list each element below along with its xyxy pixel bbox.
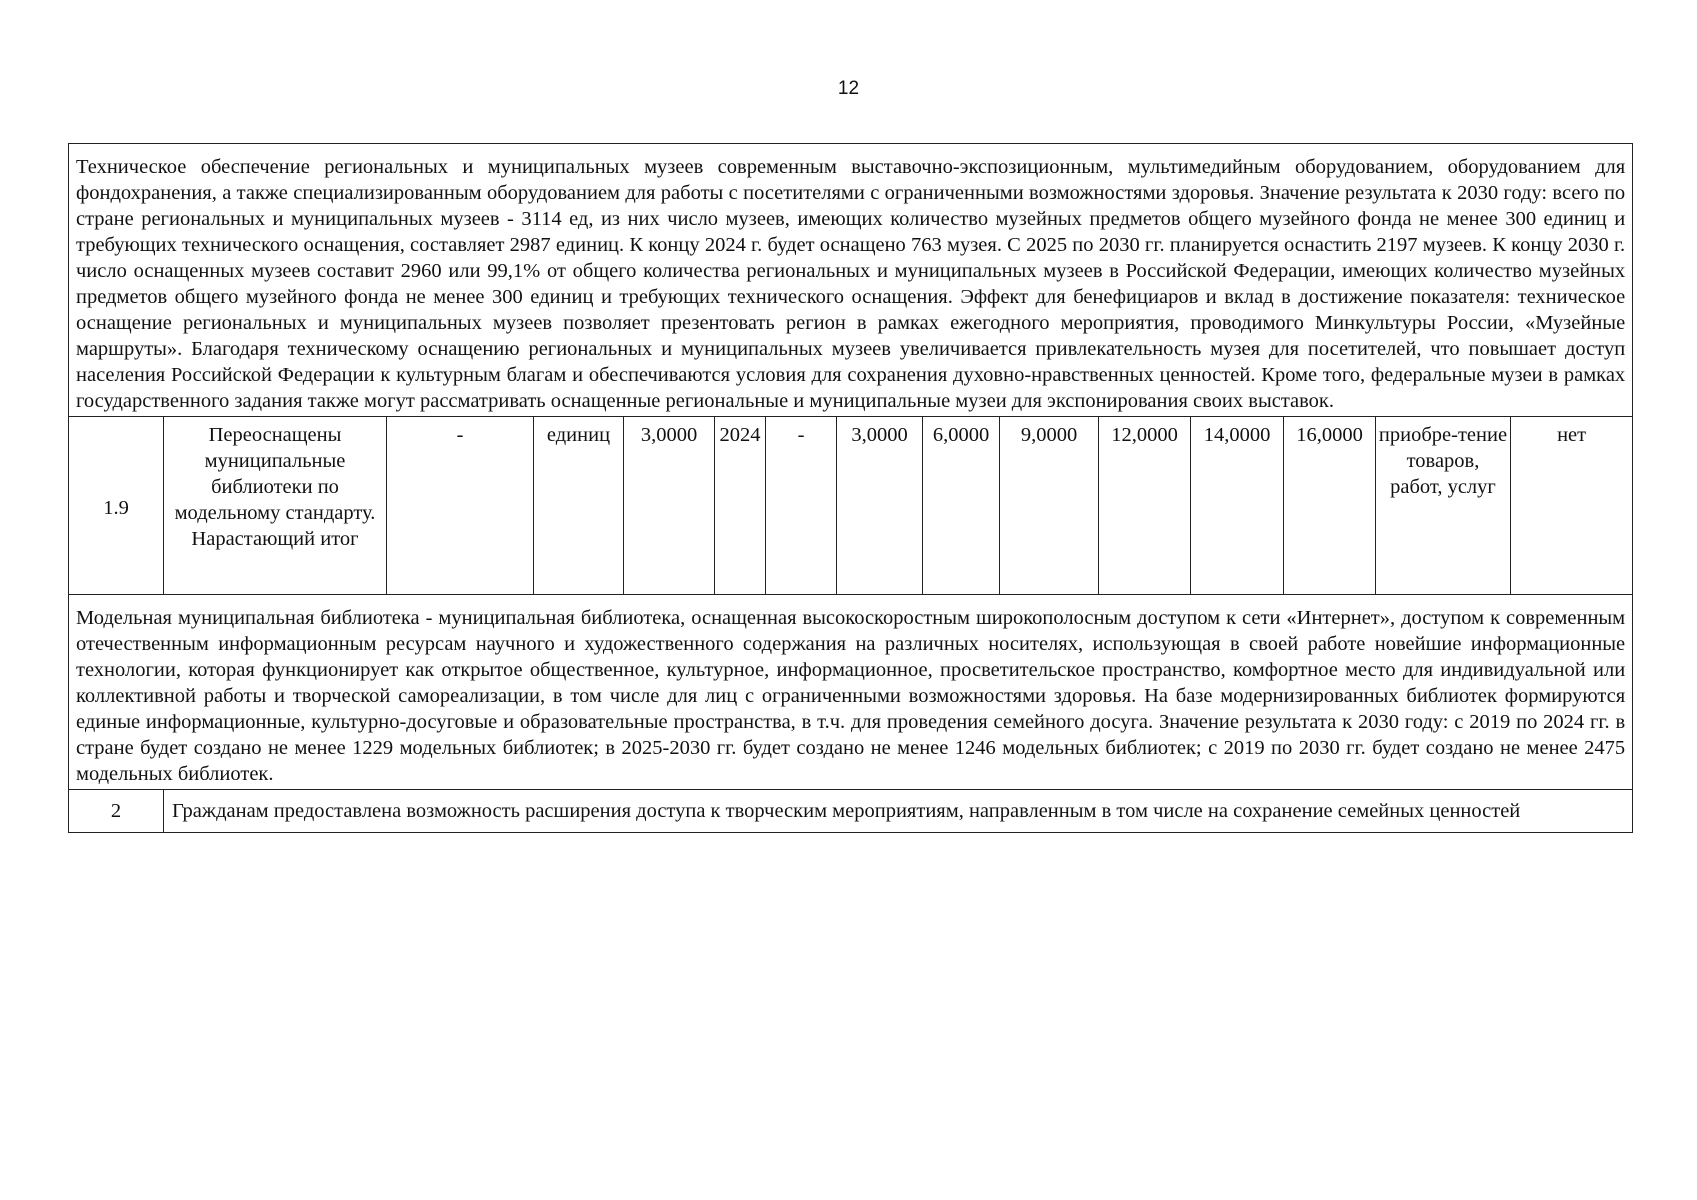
value-3: 9,0000: [1000, 417, 1099, 595]
value-1: 3,0000: [837, 417, 923, 595]
description-libraries: Модельная муниципальная библиотека - муниципальная библиотека, оснащенная высокоскоростным широкополосным доступом к сети «Интернет», доступом к современным отечественным информационным ресурсам научного и художественного содержания на различных носителях, использующая в своей работе новейшие информационные технологии, которая функционирует как открытое общественное, культурное, информационное, просветительское пространство, комфортное место для индивидуальной или коллективной работы и творческой самореализации, в том числе для лиц с ограниченными возможностями здоровья. На базе модернизированных библиотек формируются единые информационные, культурно-досуговые и образовательные пространства, в т.ч. для проведения семейного досуга. Значение результата к 2030 году: с 2019 по 2024 гг. в стране будет создано не менее 1229 модельных библиотек; в 2025-2030 гг. будет создано не менее 1246 модельных библиотек; с 2019 по 2030 гг. будет создано не менее 2475 модельных библиотек.: [69, 595, 1633, 790]
description-row-museums: [69, 144, 1633, 417]
base-value: 3,0000: [624, 417, 715, 595]
page-number: 12: [837, 78, 860, 99]
row-number: 1.9: [69, 417, 164, 595]
table-row-2: [69, 790, 1633, 833]
cell-dash-1: -: [387, 417, 534, 595]
task-text: Гражданам предоставлена возможность расширения доступа к творческим мероприятиям, направленным в том числе на сохранение семейных ценностей: [164, 790, 1633, 833]
result-type: приобре-тение товаров, работ, услуг: [1376, 417, 1511, 595]
value-4: 12,0000: [1099, 417, 1191, 595]
unit: единиц: [534, 417, 624, 595]
value-2: 6,0000: [923, 417, 1000, 595]
description-museums: Техническое обеспечение региональных и муниципальных музеев современным выставочно-экспозиционным, мультимедийным оборудованием, оборудованием для фондохранения, а также специализированным оборудованием для работы с посетителями с ограниченными возможностями здоровья. Значение результата к 2030 году: всего по стране региональных и муниципальных музеев - 3114 ед, из них число музеев, имеющих количество музейных предметов общего музейного фонда не менее 300 единиц и требующих технического оснащения, составляет 2987 единиц. К концу 2024 г. будет оснащено 763 музея. С 2025 по 2030 гг. планируется оснастить 2197 музеев. К концу 2030 г. число оснащенных музеев составит 2960 или 99,1% от общего количества региональных и муниципальных музеев в Российской Федерации, имеющих количество музейных предметов общего музейного фонда не менее 300 единиц и требующих технического оснащения. Эффект для бенефициаров и вклад в достижение показателя: техническое оснащение региональных и муниципальных музеев позволяет презентовать регион в рамках ежегодного мероприятия, проводимого Минкультуры России, «Музейные маршруты». Благодаря техническому оснащению региональных и муниципальных музеев увеличивается привлекательность музея для посетителей, что повышает доступ населения Российской Федерации к культурным благам и обеспечиваются условия для сохранения духовно-нравственных ценностей. Кроме того, федеральные музеи в рамках государственного задания также могут рассматривать оснащенные региональные и муниципальные музеи для экспонирования своих выставок.: [69, 144, 1633, 417]
base-year: 2024: [715, 417, 766, 595]
result-flag: нет: [1511, 417, 1633, 595]
results-table: [68, 143, 1633, 833]
description-row-libraries: [69, 595, 1633, 790]
cell-dash-2: -: [766, 417, 837, 595]
value-6: 16,0000: [1284, 417, 1376, 595]
result-name: Переоснащены муниципальные библиотеки по модельному стандарту. Нарастающий итог: [164, 417, 387, 595]
table-row-1-9: [69, 417, 1633, 595]
value-5: 14,0000: [1191, 417, 1284, 595]
row-number: 2: [69, 790, 164, 833]
